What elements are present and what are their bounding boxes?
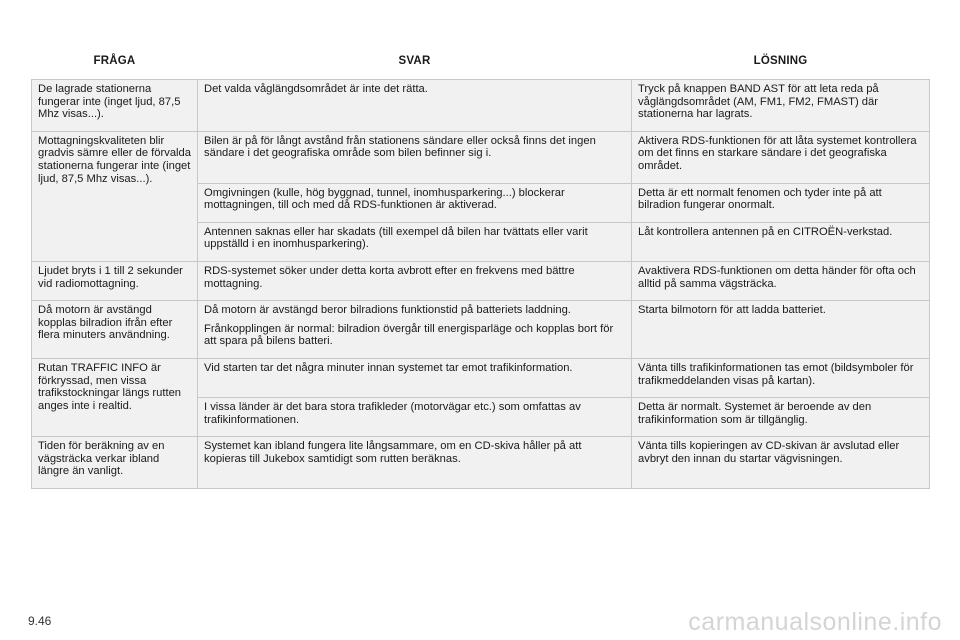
solution-cell: Låt kontrollera antennen på en CITROËN-verkstad. [632, 222, 930, 261]
solution-cell: Aktivera RDS-funktionen för att låta systemet kontrollera om det finns en starkare sändare i det geografiska området. [632, 131, 930, 183]
answer-paragraph: RDS-systemet söker under detta korta avbrott efter en frekvens med bättre mottagning. [204, 264, 575, 290]
header-svar: SVAR [198, 43, 632, 80]
question-cell: Då motorn är avstängd kopplas bilradion ifrån efter flera minuters användning. [32, 301, 198, 359]
solution-cell: Tryck på knappen BAND AST för att leta reda på våglängdsområdet (AM, FM1, FM2, FMAST) där stationerna har lagrats. [632, 80, 930, 132]
table-row [32, 358, 930, 397]
solution-cell: Detta är normalt. Systemet är beroende av den trafikinformation som är tillgänglig. [632, 398, 930, 437]
troubleshooting-table [31, 43, 930, 489]
answer-cell [198, 261, 632, 300]
answer-paragraph: I vissa länder är det bara stora trafikleder (motorvägar etc.) som omfattas av trafikinformationen. [204, 401, 581, 426]
answer-paragraph: Frånkopplingen är normal: bilradion övergår till energisparläge och kopplas bort för att spara på bilens batteri. [204, 322, 614, 348]
table-row [32, 131, 930, 183]
solution-cell: Avaktivera RDS-funktionen om detta händer för ofta och alltid på samma vägsträcka. [632, 261, 930, 300]
answer-cell [198, 80, 632, 132]
answer-paragraph: Bilen är på för långt avstånd från stationens sändare eller också finns det ingen sändare i det geografiska område som bilen befinner sig i. [204, 134, 596, 160]
answer-paragraph: Systemet kan ibland fungera lite långsammare, om en CD-skiva håller på att kopieras till Jukebox samtidigt som rutten beräknas. [204, 440, 582, 465]
answer-cell [198, 183, 632, 222]
question-cell: Rutan TRAFFIC INFO är förkryssad, men vissa trafikstockningar längs rutten anges inte i realtid. [32, 358, 198, 436]
question-cell: De lagrade stationerna fungerar inte (inget ljud, 87,5 Mhz visas...). [32, 80, 198, 132]
answer-cell [198, 131, 632, 183]
answer-cell [198, 437, 632, 489]
watermark: carmanualsonline.info [688, 608, 942, 636]
table-header-row [32, 43, 930, 80]
solution-cell: Vänta tills trafikinformationen tas emot (bildsymboler för trafikmeddelanden visas på kartan). [632, 358, 930, 397]
question-cell: Ljudet bryts i 1 till 2 sekunder vid radiomottagning. [32, 261, 198, 300]
table-row [32, 437, 930, 489]
table-row [32, 261, 930, 300]
answer-paragraph: Vid starten tar det några minuter innan systemet tar emot trafikinformation. [204, 361, 573, 374]
answer-cell [198, 358, 632, 397]
solution-cell: Vänta tills kopieringen av CD-skivan är avslutad eller avbryt den innan du startar vägvisningen. [632, 437, 930, 489]
header-losning: LÖSNING [632, 43, 930, 80]
answer-paragraph: Antennen saknas eller har skadats (till exempel då bilen har tvättats eller varit uppställd i en inomhusparkering). [204, 225, 588, 251]
page-number: 9.46 [28, 614, 52, 628]
question-cell: Mottagningskvaliteten blir gradvis sämre eller de förvalda stationerna fungerar inte (inget ljud, 87,5 Mhz visas...). [32, 131, 198, 261]
solution-cell: Detta är ett normalt fenomen och tyder inte på att bilradion fungerar onormalt. [632, 183, 930, 222]
question-cell: Tiden för beräkning av en vägsträcka verkar ibland längre än vanligt. [32, 437, 198, 489]
answer-paragraph: Då motorn är avstängd beror bilradions funktionstid på batteriets laddning. [204, 304, 571, 317]
table-row [32, 301, 930, 359]
answer-cell [198, 398, 632, 437]
header-fraga: FRÅGA [32, 43, 198, 80]
answer-cell [198, 222, 632, 261]
answer-paragraph: Det valda våglängdsområdet är inte det rätta. [204, 83, 428, 95]
answer-paragraph: Omgivningen (kulle, hög byggnad, tunnel, inomhusparkering...) blockerar mottagningen, till och med då RDS-funktionen är aktiverad. [204, 186, 565, 212]
solution-cell: Starta bilmotorn för att ladda batteriet. [632, 301, 930, 359]
answer-cell [198, 301, 632, 359]
table-row [32, 80, 930, 132]
